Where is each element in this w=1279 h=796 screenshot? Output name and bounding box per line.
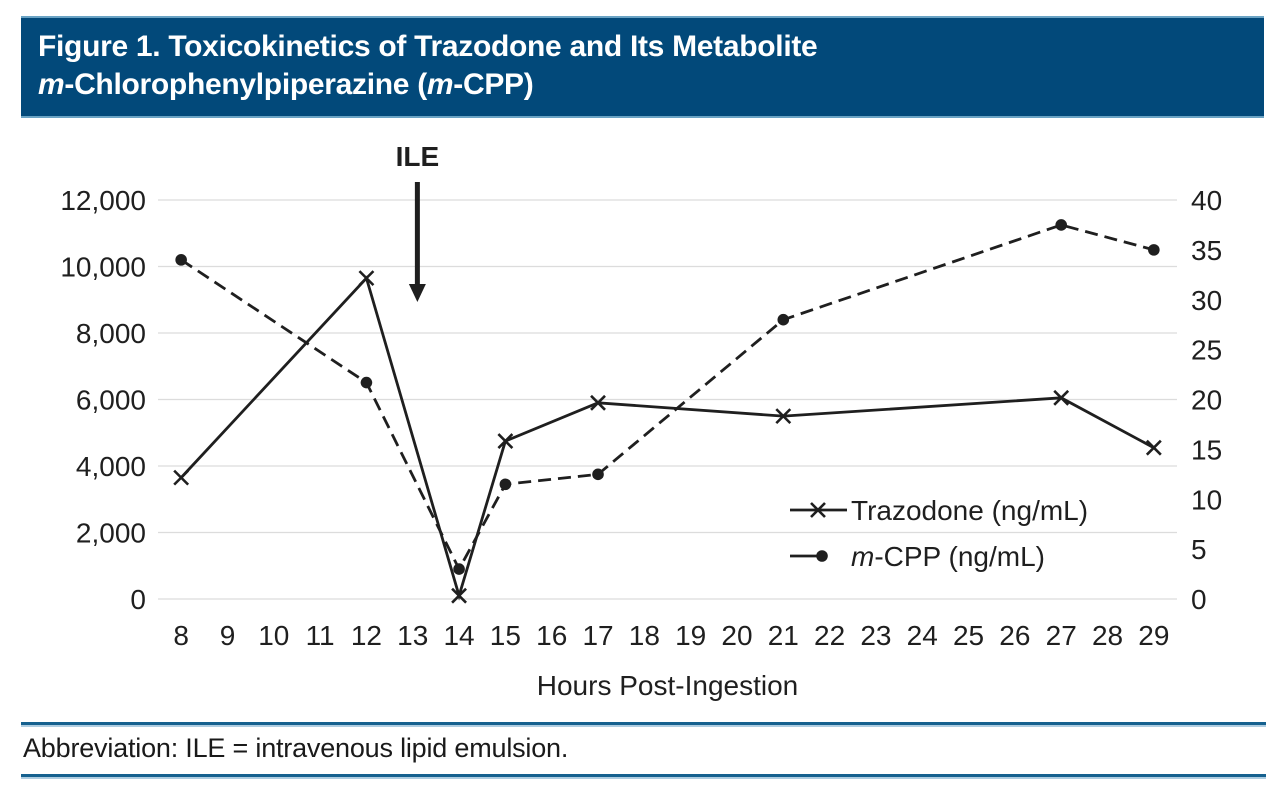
svg-text:5: 5 (1191, 534, 1207, 566)
svg-text:10: 10 (258, 620, 290, 651)
svg-text:12: 12 (350, 620, 383, 651)
toxicokinetics-line-chart (0, 128, 1279, 720)
svg-text:16: 16 (536, 620, 568, 651)
svg-text:21: 21 (767, 620, 799, 651)
svg-text:22: 22 (814, 620, 846, 651)
svg-text:20: 20 (1191, 384, 1223, 416)
figure-title-bar (21, 16, 1264, 118)
svg-text:25: 25 (1191, 334, 1223, 366)
x-axis-title (537, 670, 798, 701)
svg-text:24: 24 (906, 620, 938, 651)
svg-text:10: 10 (1191, 484, 1223, 516)
svg-text:23: 23 (860, 620, 892, 651)
x-axis-labels (173, 620, 1169, 651)
svg-text:40: 40 (1191, 185, 1223, 216)
legend-item (790, 541, 1045, 572)
figure-title-line1: Figure 1. Toxicokinetics of Trazodone and Its Metabolite (38, 30, 818, 63)
figure-title-line2: m-Chlorophenylpiperazine (m-CPP) (38, 68, 534, 101)
svg-text:15: 15 (489, 620, 521, 651)
legend-item (790, 495, 1088, 526)
svg-text:35: 35 (1191, 234, 1223, 266)
svg-text:19: 19 (675, 620, 707, 651)
svg-text:14: 14 (443, 620, 475, 651)
svg-text:0: 0 (130, 584, 146, 615)
legend (790, 495, 1088, 572)
svg-text:26: 26 (999, 620, 1031, 651)
svg-text:17: 17 (582, 620, 614, 651)
ile-annotation (396, 141, 440, 302)
footer-divider-bottom (21, 774, 1266, 777)
svg-text:2,000: 2,000 (75, 517, 146, 549)
svg-text:29: 29 (1138, 620, 1170, 651)
svg-text:30: 30 (1191, 284, 1223, 316)
y-axis-left-labels (60, 185, 146, 615)
svg-text:0: 0 (1191, 584, 1207, 615)
svg-text:25: 25 (952, 620, 985, 651)
svg-text:12,000: 12,000 (60, 185, 146, 216)
svg-text:6,000: 6,000 (75, 384, 146, 416)
svg-text:18: 18 (628, 620, 660, 651)
ile-arrow-head (409, 284, 426, 302)
svg-text:15: 15 (1191, 434, 1223, 466)
footer-divider-top (21, 722, 1266, 725)
abbreviation-note: Abbreviation: ILE = intravenous lipid emulsion. (23, 733, 569, 763)
svg-text:28: 28 (1091, 620, 1124, 651)
svg-text:20: 20 (721, 620, 753, 651)
svg-text:10,000: 10,000 (60, 251, 146, 283)
svg-text:4,000: 4,000 (75, 451, 146, 482)
svg-text:Hours Post-Ingestion: Hours Post-Ingestion (536, 670, 799, 701)
svg-text:8,000: 8,000 (75, 318, 146, 349)
legend-label: m-CPP (ng/mL) (851, 541, 1045, 572)
svg-text:8: 8 (173, 620, 189, 651)
svg-text:9: 9 (219, 620, 236, 651)
svg-text:13: 13 (397, 620, 429, 651)
svg-text:27: 27 (1045, 620, 1077, 651)
legend-label: Trazodone (ng/mL) (851, 495, 1089, 526)
svg-text:11: 11 (305, 620, 335, 651)
svg-text:ILE: ILE (395, 141, 440, 172)
y-axis-right-labels (1191, 185, 1222, 615)
